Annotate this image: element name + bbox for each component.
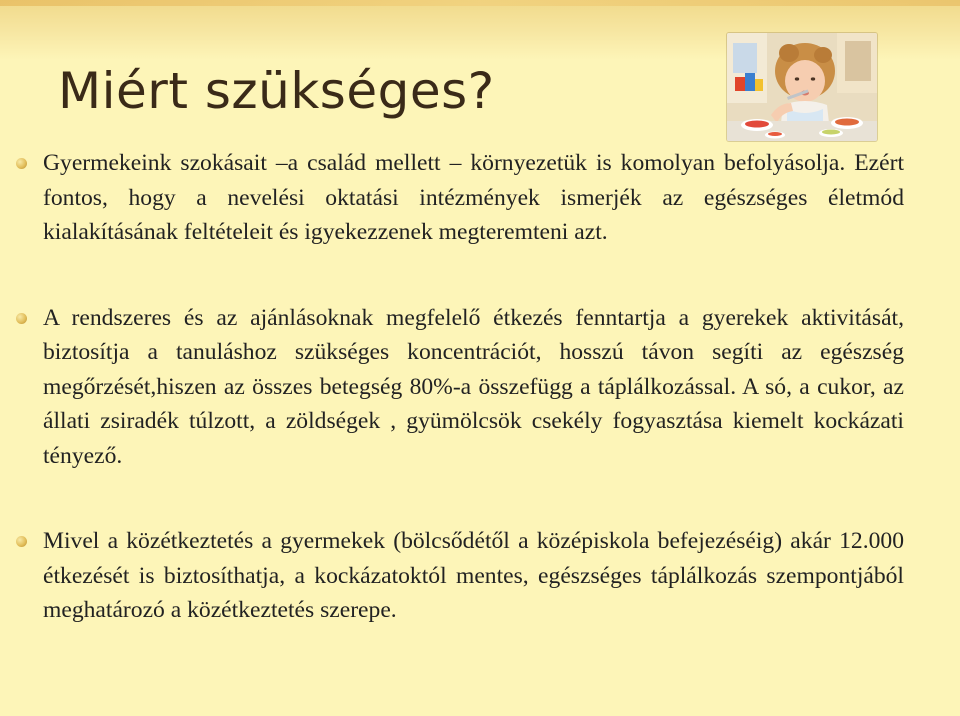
bullet-item <box>14 524 904 628</box>
bullet-text: Gyermekeink szokásait –a család mellett – környezetük is komolyan befolyásolja. Ezért fontos, hogy a nevelési oktatási intézmények ismerjék az egészséges életmód kialakításának feltételeit és igyekezzenek megteremteni azt. <box>43 150 904 245</box>
slide-title: Miért szükséges? <box>58 62 495 120</box>
bullet-dot-icon <box>16 158 27 169</box>
bullet-text: Mivel a közétkeztetés a gyermekek (bölcsődétől a középiskola befejezéséig) akár 12.000 étkezését is biztosíthatja, a kockázatoktól mentes, egészséges táplálkozás szempontjából meghatározó a közétkeztetés szerepe. <box>43 528 904 623</box>
bullet-item <box>14 146 904 250</box>
bullet-item <box>14 301 904 474</box>
child-eating-photo <box>727 33 877 141</box>
bullet-dot-icon <box>16 536 27 547</box>
bullet-text: A rendszeres és az ajánlásoknak megfelelő étkezés fenntartja a gyerekek aktivitását, biztosítja a tanuláshoz szükséges koncentrációt, hosszú távon segíti az egészség megőrzését,hiszen az összes betegség 80%-a összefügg a táplálkozással. A só, a cukor, az állati zsiradék túlzott, a zöldségek , gyümölcsök csekély fogyasztása kiemelt kockázati tényező. <box>43 304 904 469</box>
bullet-list <box>14 146 904 628</box>
bullet-dot-icon <box>16 313 27 324</box>
